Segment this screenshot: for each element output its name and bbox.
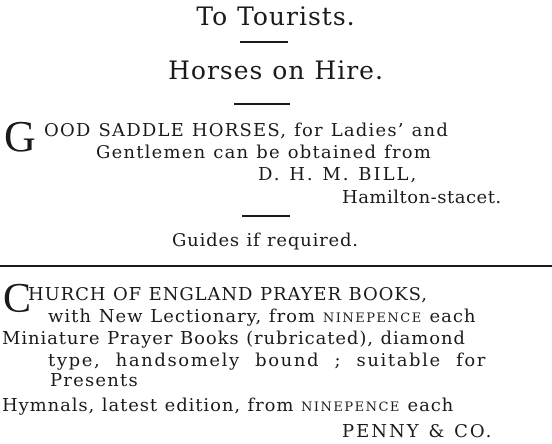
ad-body-line: HURCH OF ENGLAND PRAYER BOOKS, — [28, 284, 428, 305]
ad-body-line: Presents — [50, 370, 139, 391]
ad-body-line: type, handsomely bound ; suitable for — [48, 350, 487, 371]
line-prefix: with New Lectionary, from — [48, 306, 323, 327]
price-text: NINEPENCE — [300, 400, 401, 415]
drop-cap-g: G — [4, 112, 36, 161]
line-prefix: Hymnals, latest edition, from — [2, 395, 301, 416]
price-text: NINEPENCE — [322, 311, 423, 326]
line-suffix: each — [400, 395, 455, 416]
drop-cap-c: C — [3, 276, 32, 322]
section-divider — [0, 265, 552, 267]
ad-body-line — [2, 395, 454, 416]
ad-body-line: OOD SADDLE HORSES, for Ladies’ and — [44, 120, 450, 141]
line-suffix: each — [422, 306, 477, 327]
divider — [242, 215, 290, 217]
ad-body-line — [48, 306, 477, 327]
advertiser-address: Hamilton-stacet. — [342, 187, 502, 208]
seller-name: PENNY & CO. — [342, 421, 494, 442]
ad-subtitle: Horses on Hire. — [168, 56, 384, 85]
divider — [240, 41, 288, 43]
ad-footer-note: Guides if required. — [172, 230, 359, 251]
advertiser-name: D. H. M. BILL, — [258, 164, 419, 185]
ad-body-line: Miniature Prayer Books (rubricated), diamond — [2, 328, 466, 349]
ad-title: To Tourists. — [196, 2, 356, 31]
divider — [234, 103, 290, 105]
ad-body-line: Gentlemen can be obtained from — [96, 142, 433, 163]
